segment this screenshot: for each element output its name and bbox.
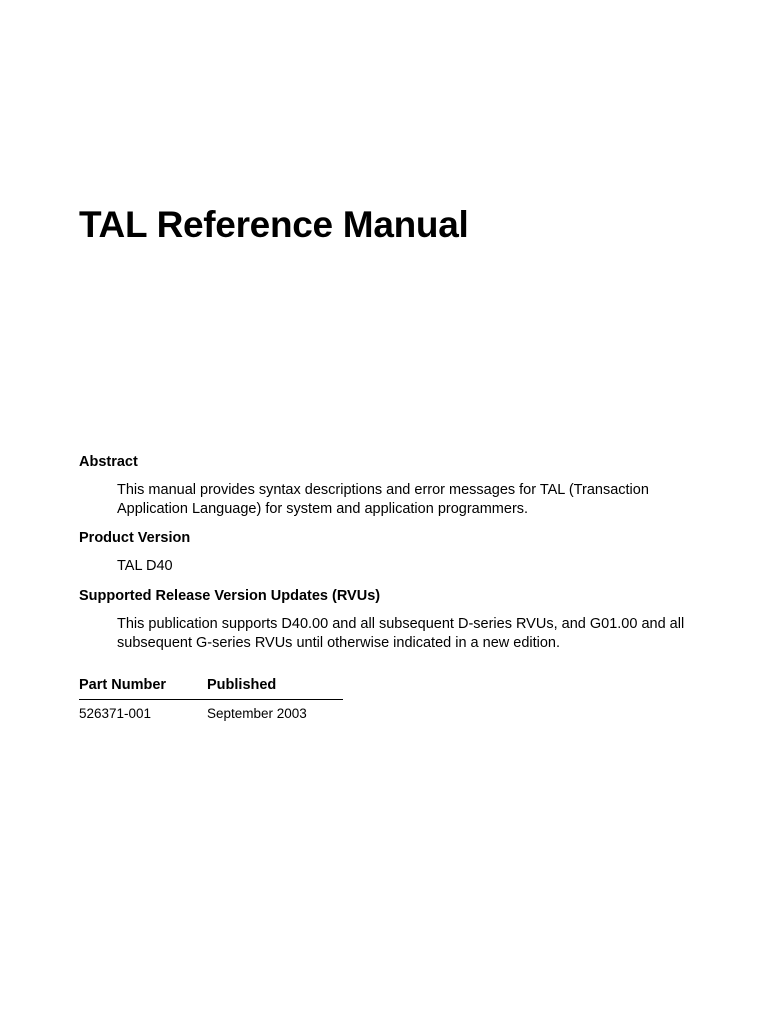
published-header: Published xyxy=(207,677,277,693)
abstract-heading: Abstract xyxy=(79,454,138,470)
rvus-heading: Supported Release Version Updates (RVUs) xyxy=(79,588,381,604)
rvus-text: This publication supports D40.00 and all subsequent D-series RVUs, and G01.00 and all subsequent G-series RVUs until otherwise indicated in a new edition. xyxy=(117,616,685,651)
page-title: TAL Reference Manual xyxy=(79,204,469,245)
part-number-value: 526371-001 xyxy=(79,706,152,721)
product-version-text: TAL D40 xyxy=(117,558,173,574)
part-number-header: Part Number xyxy=(79,677,167,693)
table-row xyxy=(79,700,343,723)
publication-table xyxy=(79,675,343,723)
publication-table-header xyxy=(79,675,343,700)
product-version-heading: Product Version xyxy=(79,530,191,546)
abstract-text: This manual provides syntax descriptions and error messages for TAL (Transaction Application Language) for system and application programmers. xyxy=(117,482,649,517)
published-value: September 2003 xyxy=(207,706,307,721)
